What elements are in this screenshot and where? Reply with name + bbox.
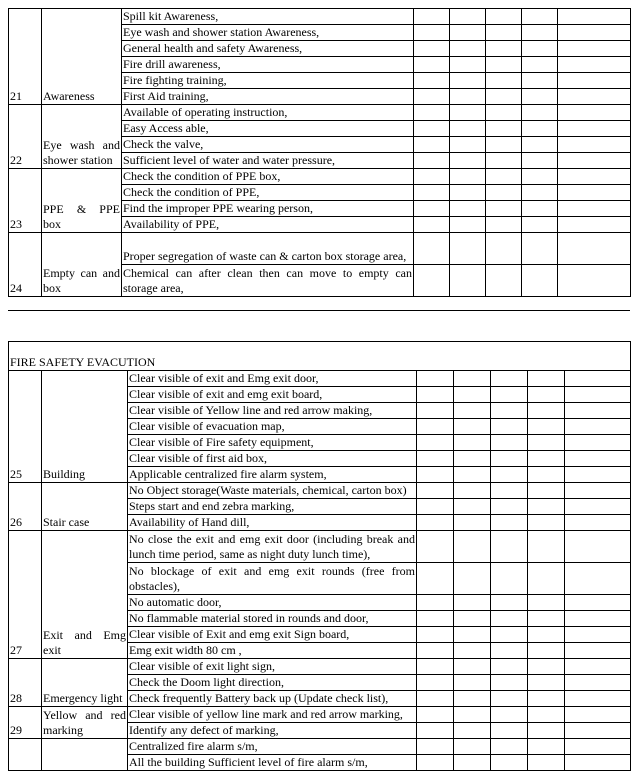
check-cell — [486, 105, 522, 121]
check-cell — [528, 435, 565, 451]
check-cell — [454, 467, 491, 483]
check-cell — [486, 41, 522, 57]
check-cell — [565, 371, 631, 387]
check-cell — [417, 499, 454, 515]
check-cell — [417, 515, 454, 531]
check-cell — [454, 435, 491, 451]
row-category: Empty can and box — [42, 233, 122, 297]
check-cell — [522, 105, 558, 121]
check-cell — [414, 105, 450, 121]
check-cell — [486, 233, 522, 265]
check-cell — [417, 627, 454, 643]
check-cell — [417, 403, 454, 419]
checklist-item: Clear visible of exit and Emg exit door, — [128, 371, 417, 387]
check-cell — [528, 723, 565, 739]
check-cell — [454, 675, 491, 691]
check-cell — [491, 451, 528, 467]
check-cell — [528, 499, 565, 515]
check-cell — [454, 755, 491, 771]
row-category: Stair case — [42, 483, 128, 531]
check-cell — [565, 387, 631, 403]
check-cell — [491, 723, 528, 739]
check-cell — [450, 89, 486, 105]
check-cell — [491, 499, 528, 515]
checklist-item: Identify any defect of marking, — [128, 723, 417, 739]
check-cell — [414, 153, 450, 169]
row-number: 27 — [9, 531, 42, 659]
check-cell — [491, 403, 528, 419]
section-title-row — [9, 342, 631, 371]
check-cell — [486, 121, 522, 137]
check-cell — [417, 435, 454, 451]
check-cell — [454, 499, 491, 515]
checklist-item: Fire fighting training, — [122, 73, 414, 89]
check-cell — [491, 659, 528, 675]
check-cell — [491, 467, 528, 483]
checklist-item: No close the exit and emg exit door (including break and lunch time period, same as night duty lunch time), — [129, 532, 415, 561]
check-cell — [454, 563, 491, 595]
check-cell — [558, 233, 631, 265]
check-cell — [417, 451, 454, 467]
row-category: Eye wash and shower station — [42, 105, 122, 169]
checklist-item: Emg exit width 80 cm , — [128, 643, 417, 659]
check-cell — [454, 627, 491, 643]
row-number: 21 — [9, 9, 42, 105]
check-cell — [454, 403, 491, 419]
check-cell — [558, 41, 631, 57]
check-cell — [417, 371, 454, 387]
check-cell — [565, 499, 631, 515]
check-cell — [522, 25, 558, 41]
row-category: Yellow and red marking — [43, 708, 126, 737]
check-cell — [522, 169, 558, 185]
check-cell — [558, 137, 631, 153]
check-cell — [414, 265, 450, 297]
check-cell — [528, 739, 565, 755]
check-cell — [454, 643, 491, 659]
check-cell — [417, 675, 454, 691]
check-cell — [414, 233, 450, 265]
checklist-item: Find the improper PPE wearing person, — [122, 201, 414, 217]
check-cell — [522, 137, 558, 153]
check-cell — [491, 435, 528, 451]
check-cell — [565, 435, 631, 451]
check-cell — [528, 675, 565, 691]
check-cell — [522, 41, 558, 57]
check-cell — [486, 201, 522, 217]
checklist-item: Check frequently Battery back up (Update check list), — [128, 691, 417, 707]
check-cell — [450, 217, 486, 233]
row-category: Exit and Emg exit — [42, 531, 128, 659]
check-cell — [522, 265, 558, 297]
check-cell — [454, 707, 491, 723]
check-cell — [522, 89, 558, 105]
checklist-item: Check the condition of PPE, — [122, 185, 414, 201]
check-cell — [414, 9, 450, 25]
checklist-item: Check the condition of PPE box, — [122, 169, 414, 185]
check-cell — [450, 121, 486, 137]
check-cell — [528, 419, 565, 435]
table-row — [9, 169, 631, 185]
checklist-item: Clear visible of first aid box, — [128, 451, 417, 467]
check-cell — [414, 73, 450, 89]
checklist-item: No blockage of exit and emg exit rounds (free from obstacles), — [129, 564, 415, 593]
check-cell — [565, 691, 631, 707]
check-cell — [486, 25, 522, 41]
check-cell — [558, 9, 631, 25]
table-row — [9, 9, 631, 25]
check-cell — [454, 611, 491, 627]
check-cell — [565, 515, 631, 531]
checklist-item: Easy Access able, — [122, 121, 414, 137]
check-cell — [417, 659, 454, 675]
checklist-item: Applicable centralized fire alarm system, — [128, 467, 417, 483]
check-cell — [486, 169, 522, 185]
check-cell — [558, 73, 631, 89]
check-cell — [558, 217, 631, 233]
check-cell — [414, 57, 450, 73]
check-cell — [417, 531, 454, 563]
check-cell — [414, 137, 450, 153]
check-cell — [528, 387, 565, 403]
row-category: Awareness — [42, 9, 122, 105]
check-cell — [528, 467, 565, 483]
check-cell — [417, 691, 454, 707]
check-cell — [565, 563, 631, 595]
section-gap — [8, 310, 630, 312]
check-cell — [450, 73, 486, 89]
check-cell — [417, 387, 454, 403]
check-cell — [414, 217, 450, 233]
check-cell — [454, 739, 491, 755]
section-title: FIRE SAFETY EVACUTION — [9, 342, 631, 371]
check-cell — [454, 691, 491, 707]
check-cell — [528, 483, 565, 499]
row-number: 28 — [9, 659, 42, 707]
check-cell — [491, 483, 528, 499]
checklist-item: Clear visible of yellow line mark and red arrow marking, — [128, 707, 417, 723]
checklist-item: Sufficient level of water and water pressure, — [122, 153, 414, 169]
row-category: Building — [42, 371, 128, 483]
check-cell — [491, 515, 528, 531]
check-cell — [417, 595, 454, 611]
check-cell — [565, 451, 631, 467]
check-cell — [491, 755, 528, 771]
checklist-item: Chemical can after clean then can move to empty can storage area, — [123, 266, 412, 295]
check-cell — [565, 627, 631, 643]
checklist-item: Availability of PPE, — [122, 217, 414, 233]
checklist-table-section-2 — [8, 341, 631, 771]
row-number: 22 — [9, 105, 42, 169]
check-cell — [528, 627, 565, 643]
check-cell — [558, 185, 631, 201]
check-cell — [565, 707, 631, 723]
checklist-item: Check the valve, — [122, 137, 414, 153]
check-cell — [565, 611, 631, 627]
check-cell — [450, 105, 486, 121]
row-number: 25 — [9, 371, 42, 483]
row-number — [9, 739, 42, 771]
checklist-item: No automatic door, — [128, 595, 417, 611]
check-cell — [565, 675, 631, 691]
check-cell — [558, 169, 631, 185]
check-cell — [450, 185, 486, 201]
checklist-item: Clear visible of exit light sign, — [128, 659, 417, 675]
check-cell — [414, 169, 450, 185]
check-cell — [558, 105, 631, 121]
check-cell — [491, 643, 528, 659]
check-cell — [417, 483, 454, 499]
row-category: Emergency light — [42, 659, 128, 707]
check-cell — [528, 643, 565, 659]
check-cell — [450, 25, 486, 41]
row-number: 26 — [9, 483, 42, 531]
check-cell — [454, 371, 491, 387]
check-cell — [491, 739, 528, 755]
check-cell — [522, 153, 558, 169]
check-cell — [450, 233, 486, 265]
check-cell — [565, 531, 631, 563]
check-cell — [565, 419, 631, 435]
check-cell — [417, 643, 454, 659]
check-cell — [417, 563, 454, 595]
check-cell — [450, 57, 486, 73]
checklist-item: All the building Sufficient level of fire alarm s/m, — [128, 755, 417, 771]
checklist-table-section-1 — [8, 8, 631, 297]
check-cell — [491, 419, 528, 435]
check-cell — [528, 515, 565, 531]
check-cell — [414, 121, 450, 137]
check-cell — [558, 153, 631, 169]
check-cell — [414, 25, 450, 41]
check-cell — [417, 755, 454, 771]
check-cell — [565, 723, 631, 739]
check-cell — [491, 675, 528, 691]
check-cell — [528, 371, 565, 387]
check-cell — [491, 563, 528, 595]
check-cell — [454, 515, 491, 531]
check-cell — [454, 451, 491, 467]
check-cell — [565, 643, 631, 659]
check-cell — [491, 387, 528, 403]
check-cell — [486, 57, 522, 73]
check-cell — [491, 691, 528, 707]
checklist-item: Clear visible of Yellow line and red arrow making, — [128, 403, 417, 419]
checklist-item: Clear visible of Exit and emg exit Sign board, — [128, 627, 417, 643]
check-cell — [486, 9, 522, 25]
checklist-item: No Object storage(Waste materials, chemical, carton box) — [128, 483, 417, 499]
checklist-item: Availability of Hand dill, — [128, 515, 417, 531]
check-cell — [454, 419, 491, 435]
check-cell — [491, 707, 528, 723]
check-cell — [528, 595, 565, 611]
check-cell — [528, 707, 565, 723]
check-cell — [491, 531, 528, 563]
check-cell — [491, 371, 528, 387]
check-cell — [565, 739, 631, 755]
checklist-item: Clear visible of evacuation map, — [128, 419, 417, 435]
check-cell — [450, 9, 486, 25]
check-cell — [450, 41, 486, 57]
row-number: 29 — [9, 707, 42, 739]
check-cell — [528, 563, 565, 595]
check-cell — [450, 137, 486, 153]
check-cell — [528, 691, 565, 707]
check-cell — [528, 451, 565, 467]
check-cell — [454, 387, 491, 403]
check-cell — [565, 755, 631, 771]
row-number: 23 — [9, 169, 42, 233]
table-row — [9, 659, 631, 675]
checklist-item: Available of operating instruction, — [122, 105, 414, 121]
checklist-item: Proper segregation of waste can & carton box storage area, — [122, 233, 414, 265]
check-cell — [558, 121, 631, 137]
check-cell — [491, 611, 528, 627]
check-cell — [522, 233, 558, 265]
check-cell — [491, 595, 528, 611]
check-cell — [454, 483, 491, 499]
check-cell — [558, 57, 631, 73]
checklist-item: General health and safety Awareness, — [122, 41, 414, 57]
checklist-item: No flammable material stored in rounds and door, — [128, 611, 417, 627]
check-cell — [565, 595, 631, 611]
check-cell — [450, 201, 486, 217]
check-cell — [491, 627, 528, 643]
check-cell — [454, 595, 491, 611]
checklist-item: Clear visible of Fire safety equipment, — [128, 435, 417, 451]
check-cell — [417, 611, 454, 627]
check-cell — [454, 531, 491, 563]
check-cell — [522, 201, 558, 217]
check-cell — [417, 723, 454, 739]
checklist-item: Check the Doom light direction, — [128, 675, 417, 691]
row-category — [42, 739, 128, 771]
check-cell — [558, 89, 631, 105]
table-row — [9, 371, 631, 387]
check-cell — [528, 659, 565, 675]
row-category: PPE & PPE box — [42, 169, 122, 233]
check-cell — [414, 89, 450, 105]
checklist-item: Clear visible of exit and emg exit board, — [128, 387, 417, 403]
table-row — [9, 483, 631, 499]
check-cell — [454, 723, 491, 739]
check-cell — [450, 265, 486, 297]
table-row — [9, 105, 631, 121]
check-cell — [486, 89, 522, 105]
check-cell — [528, 611, 565, 627]
table-row — [9, 531, 631, 563]
check-cell — [417, 707, 454, 723]
check-cell — [486, 153, 522, 169]
check-cell — [558, 201, 631, 217]
checklist-item: Centralized fire alarm s/m, — [128, 739, 417, 755]
check-cell — [414, 185, 450, 201]
checklist-item: Eye wash and shower station Awareness, — [122, 25, 414, 41]
check-cell — [522, 73, 558, 89]
check-cell — [522, 217, 558, 233]
table-row — [9, 233, 631, 265]
check-cell — [528, 403, 565, 419]
check-cell — [565, 483, 631, 499]
check-cell — [528, 755, 565, 771]
check-cell — [417, 467, 454, 483]
check-cell — [454, 659, 491, 675]
table-row — [9, 707, 631, 723]
check-cell — [522, 57, 558, 73]
check-cell — [565, 659, 631, 675]
check-cell — [522, 121, 558, 137]
table-row — [9, 739, 631, 755]
check-cell — [486, 185, 522, 201]
check-cell — [414, 201, 450, 217]
check-cell — [565, 467, 631, 483]
check-cell — [565, 403, 631, 419]
check-cell — [486, 265, 522, 297]
check-cell — [486, 73, 522, 89]
check-cell — [558, 25, 631, 41]
row-number: 24 — [9, 233, 42, 297]
checklist-item: Spill kit Awareness, — [122, 9, 414, 25]
check-cell — [450, 153, 486, 169]
check-cell — [417, 419, 454, 435]
check-cell — [417, 739, 454, 755]
check-cell — [414, 41, 450, 57]
checklist-item: Fire drill awareness, — [122, 57, 414, 73]
check-cell — [522, 9, 558, 25]
check-cell — [486, 217, 522, 233]
check-cell — [486, 137, 522, 153]
check-cell — [558, 265, 631, 297]
check-cell — [528, 531, 565, 563]
checklist-item: Steps start and end zebra marking, — [128, 499, 417, 515]
checklist-item: First Aid training, — [122, 89, 414, 105]
check-cell — [522, 185, 558, 201]
check-cell — [450, 169, 486, 185]
